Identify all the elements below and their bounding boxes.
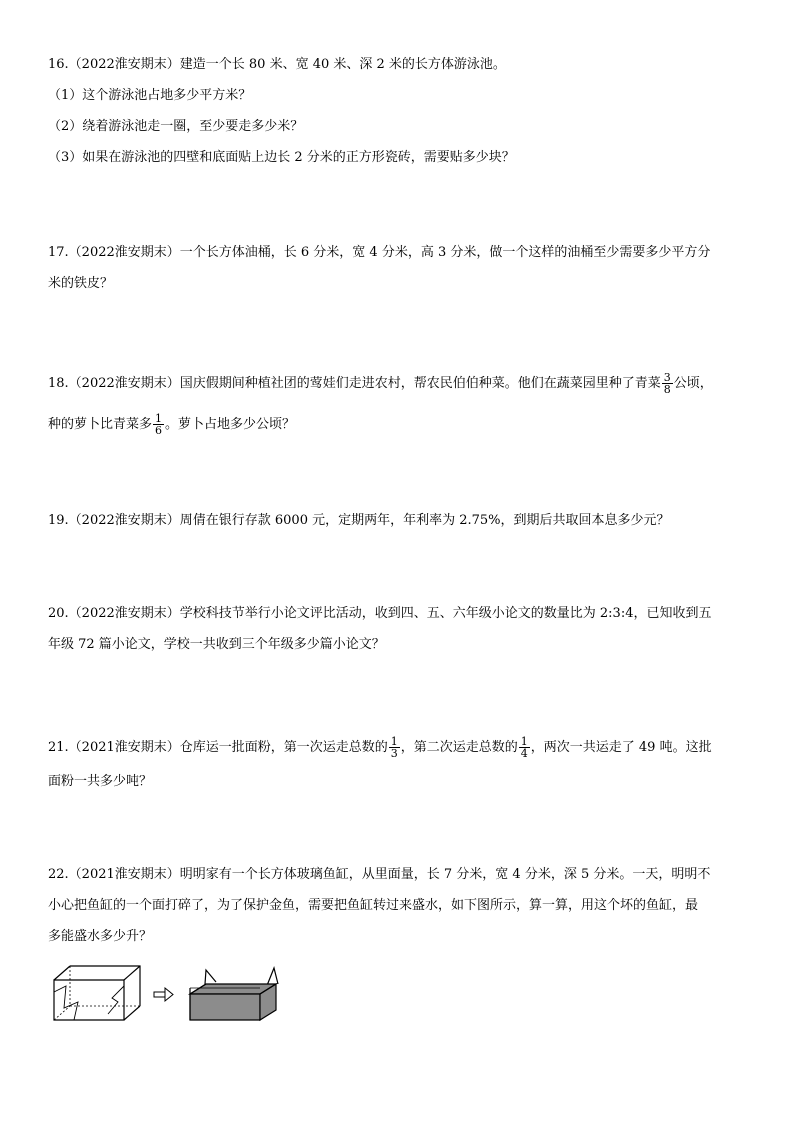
problem-16-question-2: （2）绕着游泳池走一圈，至少要走多少米？ (48, 119, 304, 134)
problem-22-line-3: 多能盛水多少升？ (48, 929, 153, 944)
problem-16-text: 16.（2022淮安期末）建造一个长 80 米、宽 40 米、深 2 米的长方体游泳池。 (48, 57, 506, 72)
arrow-right-icon (154, 988, 173, 1001)
problem-18-text-d: 。萝卜占地多少公顷？ (165, 417, 296, 432)
problem-21-line-1 (48, 736, 712, 759)
problem-20-line-2: 年级 72 篇小论文，学校一共收到三个年级多少篇小论文？ (48, 637, 385, 652)
problem-18-line-1 (48, 372, 713, 395)
problem-18-text-b: 公顷， (673, 376, 713, 391)
problem-19-text: 19.（2022淮安期末）周倩在银行存款 6000 元，定期两年，年利率为 2.75%，到期后共取回本息多少元？ (48, 513, 670, 528)
problem-18-text-a: 18.（2022淮安期末）国庆假期间种植社团的莺娃们走进农村，帮农民伯伯种菜。他们在蔬菜园里种了青菜 (48, 376, 661, 391)
problem-21-line-2: 面粉一共多少吨？ (48, 774, 153, 789)
broken-tank-diagram (54, 966, 140, 1020)
problem-18-line-2 (48, 413, 295, 436)
problem-16-question-3: （3）如果在游泳池的四壁和底面贴上边长 2 分米的正方形瓷砖，需要贴多少块？ (48, 150, 515, 165)
problem-20-line-1: 20.（2022淮安期末）学校科技节举行小论文评比活动，收到四、五、六年级小论文的数量比为 2:3:4，已知收到五 (48, 606, 712, 621)
problem-22-line-1: 22.（2021淮安期末）明明家有一个长方体玻璃鱼缸，从里面量，长 7 分米，宽 4 分米，深 5 分米。一天，明明不 (48, 867, 711, 882)
problem-17-line-2: 米的铁皮？ (48, 276, 114, 291)
rotated-tank-diagram (190, 968, 278, 1020)
fraction-1-6: $\frac{1}{6}$ (155, 412, 163, 437)
problem-16-question-1: （1）这个游泳池占地多少平方米？ (48, 88, 252, 103)
fraction-1-3: $\frac{1}{3}$ (390, 735, 398, 760)
fish-tank-figure (48, 962, 288, 1032)
problem-22-line-2: 小心把鱼缸的一个面打碎了，为了保护金鱼，需要把鱼缸转过来盛水，如下图所示，算一算，用这个坏的鱼缸，最 (48, 898, 699, 913)
problem-21-text-b: ，第二次运走总数的 (400, 740, 518, 755)
problem-21-text-a: 21.（2021淮安期末）仓库运一批面粉，第一次运走总数的 (48, 740, 388, 755)
problem-17-line-1: 17.（2022淮安期末）一个长方体油桶，长 6 分米，宽 4 分米，高 3 分米，做一个这样的油桶至少需要多少平方分 (48, 245, 711, 260)
problem-18-text-c: 种的萝卜比青菜多 (48, 417, 153, 432)
fraction-1-4: $\frac{1}{4}$ (520, 735, 528, 760)
problem-21-text-c: ，两次一共运走了 49 吨。这批 (530, 740, 712, 755)
fraction-3-8: $\frac{3}{8}$ (663, 371, 671, 396)
